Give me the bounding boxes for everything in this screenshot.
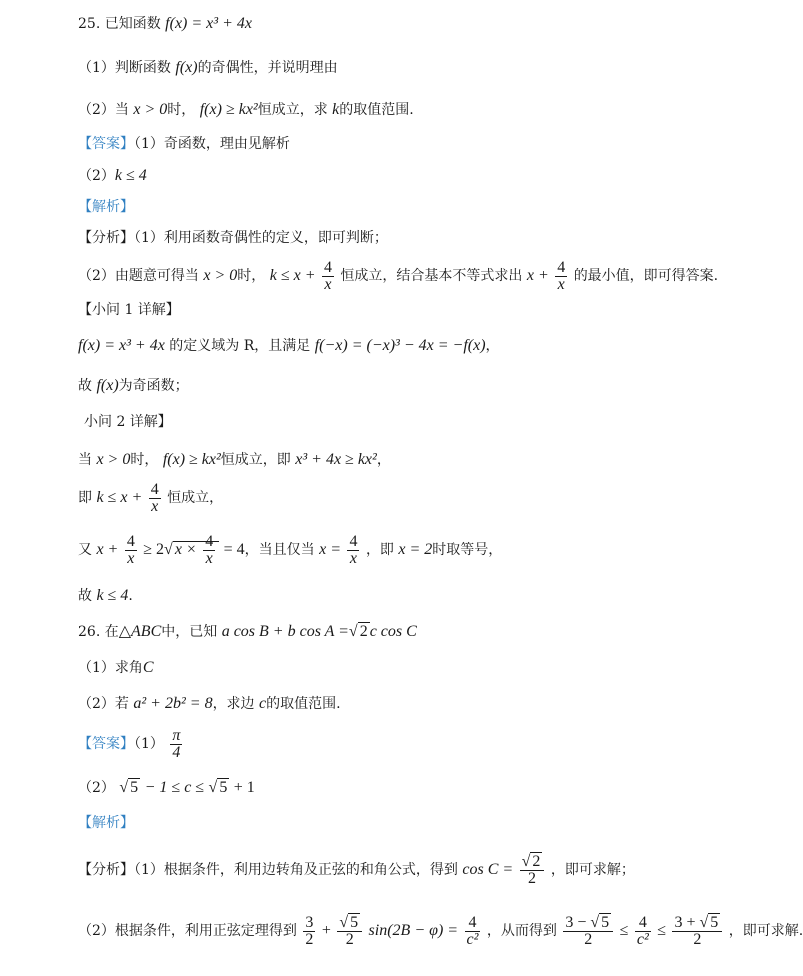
q26-fenxi-2: （2）根据条件，利用正弦定理得到 $\frac{3}{2}$ + $\frac{√ 5}{2}$ sin(2B − φ) = $\frac{4}{\text{c²}}$ ，从而得到 $\frac{3 - √ 5}{2}$ ≤ $\frac{4}{\text{c²}}$ ≤ $\frac{3 + √ 5}{2}$ ，即可求解. — [78, 913, 803, 948]
fraction: $\frac{3 + √ 5}{2}$ — [672, 915, 722, 948]
fraction: $\frac{4}{x}$ — [150, 480, 159, 515]
sqrt-sign: √ — [119, 779, 129, 796]
fraction: $\frac{4}{x}$ — [205, 532, 214, 567]
q25-detail2-line4: 故 k ≤ 4. — [78, 587, 133, 604]
q26-stem: 26. 在△ABC中，已知 a cos B + b cos A =√ 2 c cos C — [78, 623, 417, 640]
question-number: 25. — [78, 16, 101, 32]
question-number: 26. — [78, 624, 101, 640]
fraction: $\frac{√ 2}{2}$ — [520, 854, 545, 887]
fraction: $\frac{4}{\text{c²}}$ — [466, 913, 479, 948]
q26-part2: （2）若 a² + 2b² = 8，求边 c的取值范围. — [78, 695, 341, 712]
fraction: $\frac{√ 5}{2}$ — [337, 915, 362, 948]
sqrt-sign: √ — [164, 541, 173, 558]
fraction: $\frac{3}{2}$ — [305, 913, 314, 948]
q25-part2: （2）当 x > 0时， f(x) ≥ kx²恒成立，求 k的取值范围. — [78, 101, 414, 118]
q25-detail2-line3: 又 x + $\frac{4}{x}$ ≥ 2√ x × $\frac{4}{x}$ = 4，当且仅当 x = $\frac{4}{x}$ ，即 x = 2时取等号， — [78, 532, 503, 567]
q25-detail1-line1: f(x) = x³ + 4x 的定义域为 R，且满足 f(−x) = (−x)³ − 4x = −f(x)， — [78, 337, 500, 354]
q26-fenxi-1: 【分析】（1）根据条件，利用边转角及正弦的和角公式，得到 cos C = $\frac{√ 2}{2}$ ，即可求解； — [78, 852, 635, 887]
q25-detail2-line2: 即 k ≤ x + $\frac{4}{x}$ 恒成立， — [78, 480, 224, 515]
fraction: $\frac{3 - √ 5}{2}$ — [563, 915, 613, 948]
fraction: $\frac{4}{x}$ — [557, 258, 566, 293]
fraction: $\frac{4}{x}$ — [349, 532, 358, 567]
q26-part1: （1）求角C — [78, 659, 154, 676]
q25-analysis-heading — [78, 197, 134, 217]
sqrt-sign: √ — [208, 779, 218, 796]
math-expression: f(x) = x³ + 4x — [165, 15, 252, 32]
q26-analysis-heading — [78, 813, 134, 833]
fraction: $\frac{4}{\text{c²}}$ — [636, 913, 649, 948]
radicand: x × $\frac{4}{x}$ — [173, 541, 219, 558]
fraction: $\frac{4}{x}$ — [323, 258, 332, 293]
q25-detail2-line1: 当 x > 0时， f(x) ≥ kx²恒成立，即 x³ + 4x ≥ kx²， — [78, 451, 391, 468]
q25-detail1-line2: 故 f(x)为奇函数； — [78, 377, 189, 394]
fraction: $\frac{4}{x}$ — [126, 532, 135, 567]
sqrt-sign: √ — [348, 623, 358, 640]
q25-answer: 【答案】（1）奇函数，理由见解析 — [78, 136, 290, 152]
q25-detail2-heading: 小问 2 详解】 — [84, 414, 172, 430]
q25-detail1-heading: 【小问 1 详解】 — [78, 302, 180, 318]
q25-fenxi-1: 【分析】（1）利用函数奇偶性的定义，即可判断； — [78, 230, 388, 246]
q25-part1: （1）判断函数 f(x)的奇偶性，并说明理由 — [78, 59, 338, 76]
q26-answer-2: （2） √ 5 − 1 ≤ c ≤ √ 5 + 1 — [78, 779, 255, 796]
q25-fenxi-2: （2）由题意可得当 x > 0时， k ≤ x + $\frac{4}{x}$ 恒成立，结合基本不等式求出 x + $\frac{4}{x}$ 的最小值，即可得答案. — [78, 258, 719, 293]
q26-answer: 【答案】（1） $\frac{\pi}{4}$ — [78, 726, 181, 761]
answer-tag: 【答案】 — [78, 136, 134, 152]
analysis-tag: 【解析】 — [78, 199, 134, 215]
analysis-tag: 【解析】 — [78, 815, 134, 831]
answer-tag: 【答案】 — [78, 736, 134, 752]
q25-stem: 25. 已知函数 f(x) = x³ + 4x — [78, 15, 252, 32]
q25-answer-2: （2）k ≤ 4 — [78, 167, 147, 184]
fraction: $\frac{\pi}{4}$ — [172, 726, 181, 761]
